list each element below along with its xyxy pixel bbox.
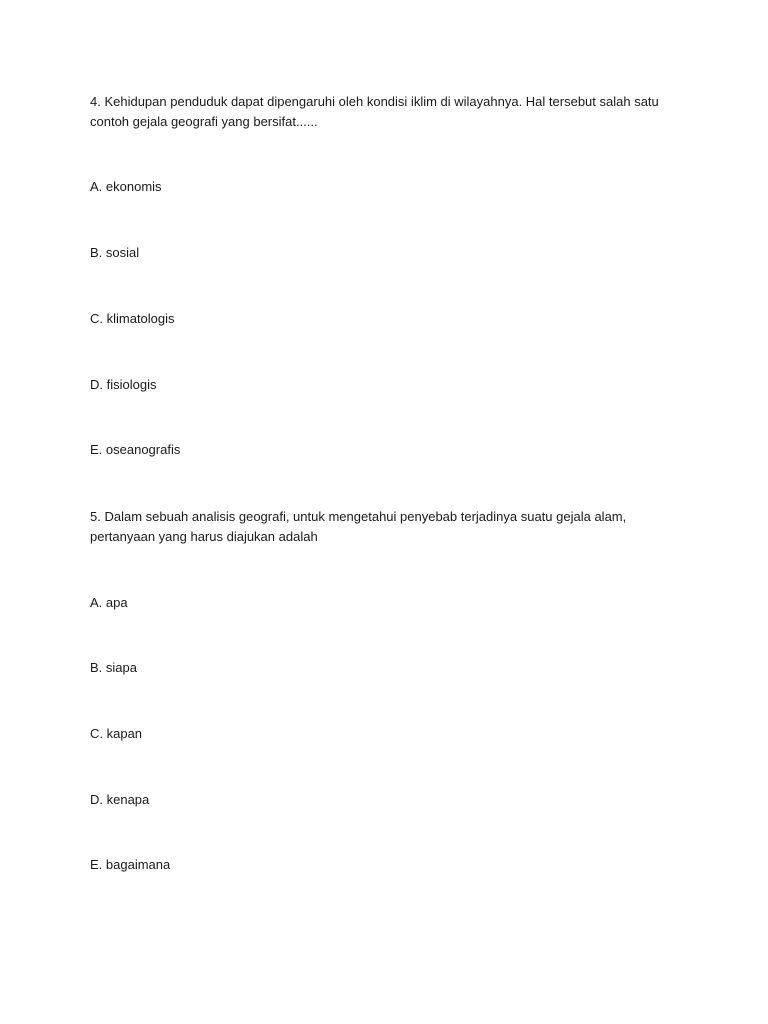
question-5-option-b: B. siapa <box>90 660 137 675</box>
question-5-option-a: A. apa <box>90 595 128 610</box>
question-4-option-e: E. oseanografis <box>90 442 181 457</box>
question-5-option-d: D. kenapa <box>90 792 150 807</box>
question-4-option-c: C. klimatologis <box>90 311 175 326</box>
question-4-option-b: B. sosial <box>90 245 140 260</box>
question-5-text: 5. Dalam sebuah analisis geografi, untuk mengetahui penyebab terjadinya suatu gejala alam, pertanyaan yang harus diajukan adalah <box>90 509 627 544</box>
question-4-option-d: D. fisiologis <box>90 377 157 392</box>
question-4-option-a: A. ekonomis <box>90 179 162 194</box>
question-4-text: 4. Kehidupan penduduk dapat dipengaruhi oleh kondisi iklim di wilayahnya. Hal tersebut salah satu contoh gejala geografi yang bersifat...... <box>90 94 659 129</box>
question-5-option-e: E. bagaimana <box>90 857 171 872</box>
question-5-option-c: C. kapan <box>90 726 143 741</box>
